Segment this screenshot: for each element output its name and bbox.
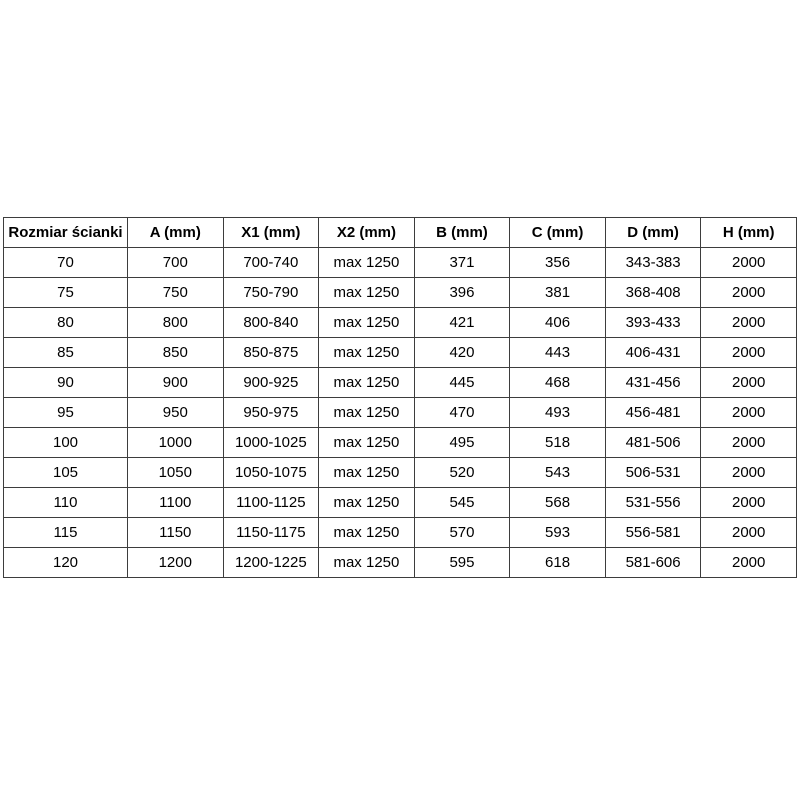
table-cell: 531-556	[605, 488, 701, 518]
table-cell: 1050	[128, 458, 224, 488]
table-cell: 2000	[701, 368, 797, 398]
table-cell: 1100	[128, 488, 224, 518]
table-cell: 445	[414, 368, 510, 398]
table-row	[4, 278, 797, 308]
table-cell: 443	[510, 338, 606, 368]
header-row	[4, 218, 797, 248]
table-cell: 393-433	[605, 308, 701, 338]
table-cell: 618	[510, 548, 606, 578]
table-cell: 95	[4, 398, 128, 428]
table-cell: 2000	[701, 458, 797, 488]
table-cell: 70	[4, 248, 128, 278]
table-cell: 543	[510, 458, 606, 488]
table-cell: 2000	[701, 248, 797, 278]
table-cell: 85	[4, 338, 128, 368]
table-cell: 356	[510, 248, 606, 278]
table-cell: 700-740	[223, 248, 319, 278]
table-row	[4, 248, 797, 278]
table-cell: 520	[414, 458, 510, 488]
table-body	[4, 248, 797, 578]
table-row	[4, 548, 797, 578]
table-cell: 470	[414, 398, 510, 428]
table-cell: 493	[510, 398, 606, 428]
table-cell: 518	[510, 428, 606, 458]
table-cell: 115	[4, 518, 128, 548]
table-cell: 1000	[128, 428, 224, 458]
table-cell: 800-840	[223, 308, 319, 338]
table-cell: 371	[414, 248, 510, 278]
table-cell: 2000	[701, 488, 797, 518]
table-cell: 468	[510, 368, 606, 398]
table-cell: 545	[414, 488, 510, 518]
table-cell: 120	[4, 548, 128, 578]
table-cell: 2000	[701, 428, 797, 458]
table-cell: 581-606	[605, 548, 701, 578]
table-cell: 420	[414, 338, 510, 368]
table-cell: max 1250	[319, 458, 415, 488]
table-cell: 381	[510, 278, 606, 308]
table-cell: max 1250	[319, 398, 415, 428]
table-cell: max 1250	[319, 488, 415, 518]
table-cell: 105	[4, 458, 128, 488]
table-cell: 1200-1225	[223, 548, 319, 578]
table-cell: 80	[4, 308, 128, 338]
column-header-x2: X2 (mm)	[319, 218, 415, 248]
table-row	[4, 368, 797, 398]
table-cell: 495	[414, 428, 510, 458]
table-cell: 595	[414, 548, 510, 578]
table-cell: 506-531	[605, 458, 701, 488]
table-cell: max 1250	[319, 368, 415, 398]
table-cell: 110	[4, 488, 128, 518]
table-row	[4, 458, 797, 488]
table-cell: max 1250	[319, 518, 415, 548]
table-cell: 90	[4, 368, 128, 398]
table-row	[4, 428, 797, 458]
table-cell: 1050-1075	[223, 458, 319, 488]
column-header-x1: X1 (mm)	[223, 218, 319, 248]
table-cell: max 1250	[319, 428, 415, 458]
table-cell: 568	[510, 488, 606, 518]
column-header-h: H (mm)	[701, 218, 797, 248]
table-cell: 750-790	[223, 278, 319, 308]
table-cell: 396	[414, 278, 510, 308]
table-cell: 481-506	[605, 428, 701, 458]
table-cell: max 1250	[319, 278, 415, 308]
table-cell: 593	[510, 518, 606, 548]
table-cell: 1100-1125	[223, 488, 319, 518]
table-cell: 1150-1175	[223, 518, 319, 548]
table-row	[4, 518, 797, 548]
table-cell: 700	[128, 248, 224, 278]
column-header-d: D (mm)	[605, 218, 701, 248]
table-cell: 900	[128, 368, 224, 398]
column-header-b: B (mm)	[414, 218, 510, 248]
size-table-container	[3, 217, 797, 578]
table-cell: 950	[128, 398, 224, 428]
table-cell: 406-431	[605, 338, 701, 368]
table-cell: 100	[4, 428, 128, 458]
table-cell: 343-383	[605, 248, 701, 278]
table-row	[4, 398, 797, 428]
table-cell: 556-581	[605, 518, 701, 548]
table-cell: max 1250	[319, 308, 415, 338]
table-cell: 368-408	[605, 278, 701, 308]
table-cell: 1200	[128, 548, 224, 578]
table-cell: 850	[128, 338, 224, 368]
table-cell: 2000	[701, 308, 797, 338]
table-cell: 900-925	[223, 368, 319, 398]
table-row	[4, 338, 797, 368]
table-cell: 850-875	[223, 338, 319, 368]
table-cell: 2000	[701, 548, 797, 578]
column-header-rozmiar: Rozmiar ścianki	[4, 218, 128, 248]
table-cell: max 1250	[319, 548, 415, 578]
table-cell: 431-456	[605, 368, 701, 398]
table-cell: 456-481	[605, 398, 701, 428]
table-cell: 2000	[701, 518, 797, 548]
size-table	[3, 217, 797, 578]
column-header-a: A (mm)	[128, 218, 224, 248]
table-cell: 2000	[701, 398, 797, 428]
table-cell: 1150	[128, 518, 224, 548]
table-cell: 800	[128, 308, 224, 338]
table-cell: 1000-1025	[223, 428, 319, 458]
table-cell: 75	[4, 278, 128, 308]
table-cell: 950-975	[223, 398, 319, 428]
table-cell: 421	[414, 308, 510, 338]
column-header-c: C (mm)	[510, 218, 606, 248]
table-row	[4, 488, 797, 518]
table-cell: max 1250	[319, 248, 415, 278]
table-cell: 750	[128, 278, 224, 308]
table-cell: 406	[510, 308, 606, 338]
table-cell: 2000	[701, 278, 797, 308]
table-cell: 570	[414, 518, 510, 548]
table-cell: max 1250	[319, 338, 415, 368]
table-cell: 2000	[701, 338, 797, 368]
table-row	[4, 308, 797, 338]
